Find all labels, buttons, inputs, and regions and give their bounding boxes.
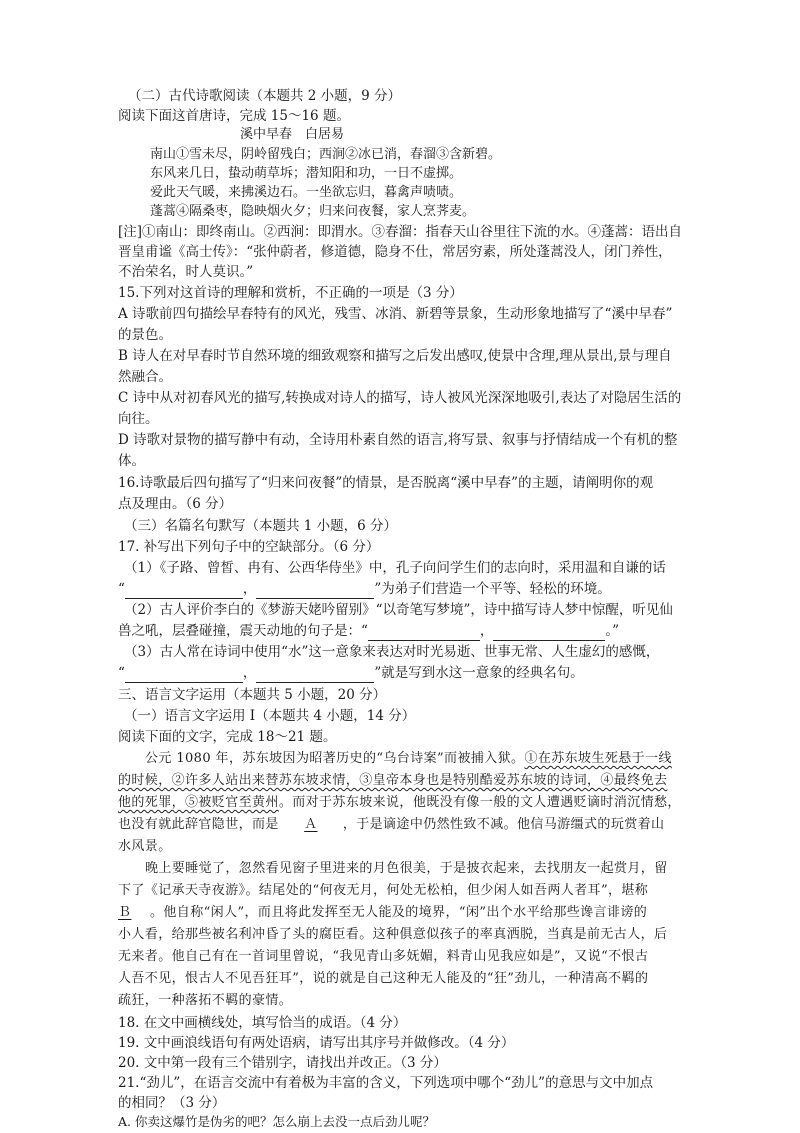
fill-blank[interactable] — [256, 668, 374, 683]
poem-note-line: [注]①南山：即终南山。②西涧：即渭水。③春溜：指春天山谷里往下流的水。④蓬蒿：语出自 — [118, 224, 683, 240]
poetry-section-heading: （二）古代诗歌阅读（本题共 2 小题，9 分） — [128, 88, 402, 104]
q15-option-line: 然融合。 — [118, 369, 172, 385]
blank-a[interactable]: Ａ — [304, 817, 318, 832]
passage-line: 晚上要睡觉了，忽然看见窗子里进来的月色很美，于是披衣起来，去找朋友一起赏月，留 — [145, 861, 668, 876]
poem-line: 蓬蒿④隔桑枣，隐映烟火夕；归来问夜餐，家人烹荠麦。 — [150, 204, 476, 219]
q16-line: 点及理由。（6 分） — [118, 496, 233, 512]
q15-option-line: 体。 — [118, 453, 145, 469]
passage-line: 人吾不见，恨古人不见吾狂耳”，说的就是自己这种无人能及的“狂”劲儿，一种清高不羁的 — [118, 971, 649, 986]
quote-open: “ — [118, 581, 125, 597]
fill-blank[interactable] — [493, 626, 605, 641]
poem-line: 南山①雪未尽，阴岭留残白；西涧②冰已消，春溜③含新碧。 — [150, 147, 502, 162]
q17-item3-answer-line — [118, 663, 584, 683]
q17-stem: 17. 补写出下列句子中的空缺部分。（6 分） — [118, 539, 380, 555]
fill-blank[interactable] — [125, 584, 243, 599]
q15-option-line: B 诗人在对早春时节自然环境的细致观察和描写之后发出感叹,使景中含理,理从景出,景与理自 — [118, 348, 672, 364]
passage-line: 小人看，给那些被名利冲昏了头的腐臣看。这种俱意似孩子的率真洒脱，当真是前无古人，后 — [118, 927, 668, 942]
poem-title: 溪中早春 白居易 — [240, 127, 345, 142]
passage-line: 下了《记承天寺夜游》。结尾处的“何夜无月，何处无松柏，但少闲人如吾两人者耳”，堪称 — [118, 883, 649, 898]
comma: ， — [242, 581, 257, 597]
blank-b[interactable]: Ｂ — [118, 905, 132, 920]
comma: ， — [242, 665, 257, 681]
passage-text: 公元 1080 年，苏东坡因为昭著历史的“乌台诗案”而被捕入狱。 — [145, 751, 525, 766]
fill-blank[interactable] — [125, 668, 243, 683]
q21-stem-line: 的相同？（3 分） — [118, 1095, 226, 1111]
q17-item2-line: （2）古人评价李白的《梦游天姥吟留别》“以奇笔写梦境”，诗中描写诗人梦中惊醒，听见仙 — [124, 602, 673, 618]
fill-blank[interactable] — [368, 626, 480, 641]
reading-intro: 阅读下面的文字，完成 18～21 题。 — [118, 729, 337, 745]
fill-blank[interactable] — [256, 584, 374, 599]
passage-line — [145, 749, 672, 769]
passage-line: 疏狂，一种落拓不羁的豪情。 — [118, 993, 293, 1008]
passage-line: 水风景。 — [118, 839, 172, 854]
q15-stem: 15.下列对这首诗的理解和赏析，不正确的一项是（3 分） — [118, 285, 463, 301]
comma: ， — [479, 623, 494, 639]
poetry-intro: 阅读下面这首唐诗，完成 15～16 题。 — [118, 108, 350, 124]
dictation-section-heading: （三）名篇名句默写（本题共 1 小题，6 分） — [124, 518, 398, 534]
passage-text: 也没有就此辞官隐世，而是 — [118, 817, 279, 832]
poem-line: 爱此天气暖，来拂溪边石。一坐欲忘归，暮禽声啧啧。 — [150, 185, 463, 200]
poem-line: 东风来几日，蛰动萌草坼；潜知阳和功，一日不虚掷。 — [150, 166, 463, 181]
wavy-underlined-text: 他的死罪，⑤被贬官至黄州 — [118, 795, 279, 810]
q21-stem-line: 21.“劲儿”，在语言交流中有着极为丰富的含义，下列选项中哪个“劲儿”的意思与文中加点 — [118, 1075, 654, 1091]
q15-option-line: 向往。 — [118, 411, 159, 427]
passage-line — [118, 793, 681, 813]
q15-option-line: A 诗歌前四句描绘早春特有的风光，残雪、冰消、新碧等景象，生动形象地描写了“溪中早春” — [118, 306, 673, 322]
q18: 18. 在文中画横线处，填写恰当的成语。（4 分） — [118, 1015, 407, 1031]
passage-line — [118, 815, 664, 835]
quote-open: “ — [118, 665, 125, 681]
q21-option-a: A. 你卖这爆竹是伪劣的吧？怎么崩上去没一点后劲儿呢？ — [118, 1114, 435, 1129]
language-sub-heading: （一）语言文字运用 I（本题共 4 小题，14 分） — [124, 708, 416, 724]
q15-option-line: C 诗中从对初春风光的描写,转换成对诗人的描写，诗人被风光深深地吸引,表达了对隐居生活的 — [118, 390, 682, 406]
q15-option-line: D 诗歌对景物的描写静中有动，全诗用朴素自然的语言,将写景、叙事与抒情结成一个有机的整 — [118, 432, 678, 448]
passage-text: 。他自称“闲人”，而且将此发挥至无人能及的境界，“闲”出个水平给那些谗言诽谤的 — [150, 905, 648, 920]
q20: 20. 文中第一段有三个错别字，请找出并改正。（3 分） — [118, 1055, 447, 1071]
poem-note-line: 不治荣名，时人莫识。” — [118, 264, 254, 280]
q16-line: 16.诗歌最后四句描写了“归来问夜餐”的情景，是否脱离“溪中早春”的主题，请阐明你的观 — [118, 475, 654, 491]
item3-tail: ”就是写到水这一意象的经典名句。 — [374, 665, 584, 681]
passage-line: 无来者。他自己有在一首词里曾说，“我见青山多妩媚，料青山见我应如是”，又说“不恨古 — [118, 949, 649, 964]
q17-item3-line: （3）古人常在诗词中使用“水”这一意象来表达对时光易逝、世事无常、人生虚幻的感慨， — [124, 644, 660, 660]
q17-item1-line: （1）《子路、曾皙、冉有、公西华侍坐》中，孔子向问学生们的志向时，采用温和自谦的话 — [124, 560, 666, 576]
passage-line — [118, 903, 647, 923]
passage-text: 。而对于苏东坡来说，他既没有像一般的文人遭遇贬谪时消沉情愁， — [278, 795, 681, 810]
language-section-heading: 三、语言文字运用（本题共 5 小题，20 分） — [118, 687, 387, 703]
q17-item1-answer-line — [118, 579, 611, 599]
quote-close: 。” — [605, 623, 620, 639]
q17-item2-answer-line — [118, 621, 619, 641]
passage-text: ，于是谪途中仍然性致不减。他信马游缰式的玩赏着山 — [342, 817, 665, 832]
passage-line — [118, 771, 667, 791]
item1-tail: ”为弟子们营造一个平等、轻松的环境。 — [374, 581, 611, 597]
q19: 19. 文中画浪线语句有两处语病，请写出其序号并做修改。（4 分） — [118, 1035, 515, 1051]
poem-note-line: 晋皇甫谧《高士传》：“张仲蔚者，修道德，隐身不仕，常居穷素，所处蓬蒿没人，闭门养性， — [118, 244, 672, 260]
q15-option-line: 的景色。 — [118, 327, 172, 343]
wavy-underlined-text: 的时候，②许多人站出来替苏东坡求情，③皇帝本身也是特别酷爱苏东坡的诗词，④最终免去 — [118, 773, 668, 788]
wavy-underlined-text: ①在苏东坡生死悬于一线 — [524, 751, 672, 766]
item2-lead: 兽之吼，层叠碰撞，震天动地的句子是：“ — [118, 623, 368, 639]
